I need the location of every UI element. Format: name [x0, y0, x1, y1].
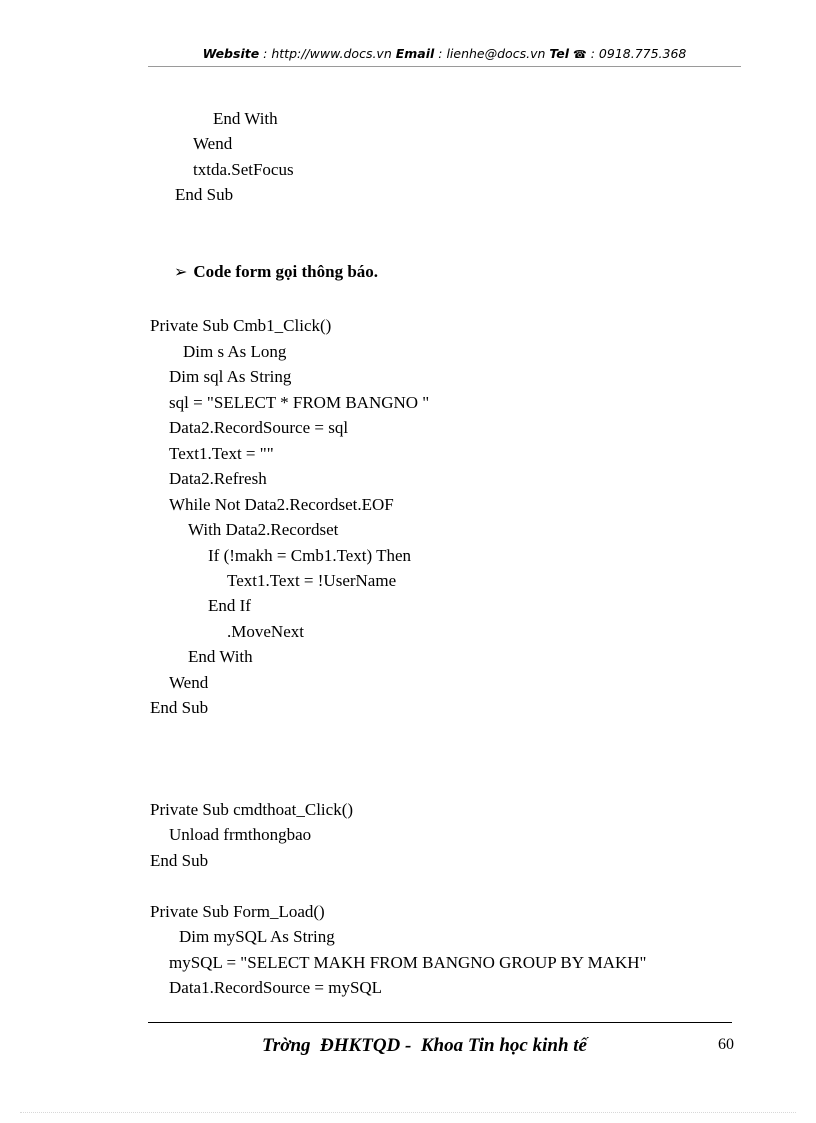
code-line: Dim sql As String [169, 367, 292, 386]
code-line: End With [188, 647, 253, 666]
code-line: End If [208, 596, 251, 615]
phone-icon: ☎ [573, 48, 587, 61]
code-line: Private Sub Cmb1_Click() [150, 316, 332, 335]
code-line: Data1.RecordSource = mySQL [169, 978, 383, 997]
code-line: Unload frmthongbao [169, 825, 312, 844]
section-heading-text: Code form gọi thông báo. [193, 262, 379, 281]
footer-divider [148, 1022, 732, 1023]
code-line: With Data2.Recordset [188, 520, 339, 539]
code-line: txtda.SetFocus [193, 160, 294, 179]
code-line: End Sub [175, 185, 234, 204]
code-line: Text1.Text = !UserName [227, 571, 397, 590]
code-line: .MoveNext [227, 622, 304, 641]
footer-institution: Trờng ĐHKTQD - Khoa Tin học kinh tế [262, 1035, 587, 1056]
tel-value: : 0918.775.368 [586, 46, 687, 61]
code-line: Text1.Text = "" [169, 444, 274, 463]
page-bottom-border [20, 1112, 796, 1113]
website-label: Website [202, 46, 260, 61]
code-line: sql = "SELECT * FROM BANGNO " [169, 393, 430, 412]
code-line: Data2.RecordSource = sql [169, 418, 349, 437]
code-line: Dim mySQL As String [179, 927, 335, 946]
email-label: Email [395, 46, 435, 61]
code-line: Dim s As Long [183, 342, 287, 361]
code-line: Wend [193, 134, 233, 153]
page-header [148, 46, 741, 67]
section-heading [174, 262, 378, 282]
arrow-bullet-icon: ➢ [174, 264, 188, 281]
code-line: End Sub [150, 698, 209, 717]
code-line: mySQL = "SELECT MAKH FROM BANGNO GROUP BY MAKH" [169, 953, 647, 972]
code-line: Private Sub Form_Load() [150, 902, 325, 921]
code-line: Data2.Refresh [169, 469, 267, 488]
code-line: End With [213, 109, 278, 128]
code-line: Wend [169, 673, 209, 692]
website-value: : http://www.docs.vn [259, 46, 396, 61]
tel-label: Tel [549, 46, 570, 61]
code-line: End Sub [150, 851, 209, 870]
page-number: 60 [718, 1036, 734, 1053]
code-line: Private Sub cmdthoat_Click() [150, 800, 354, 819]
email-value: : lienhe@docs.vn [434, 46, 550, 61]
code-line: While Not Data2.Recordset.EOF [169, 495, 394, 514]
code-line: If (!makh = Cmb1.Text) Then [208, 546, 412, 565]
